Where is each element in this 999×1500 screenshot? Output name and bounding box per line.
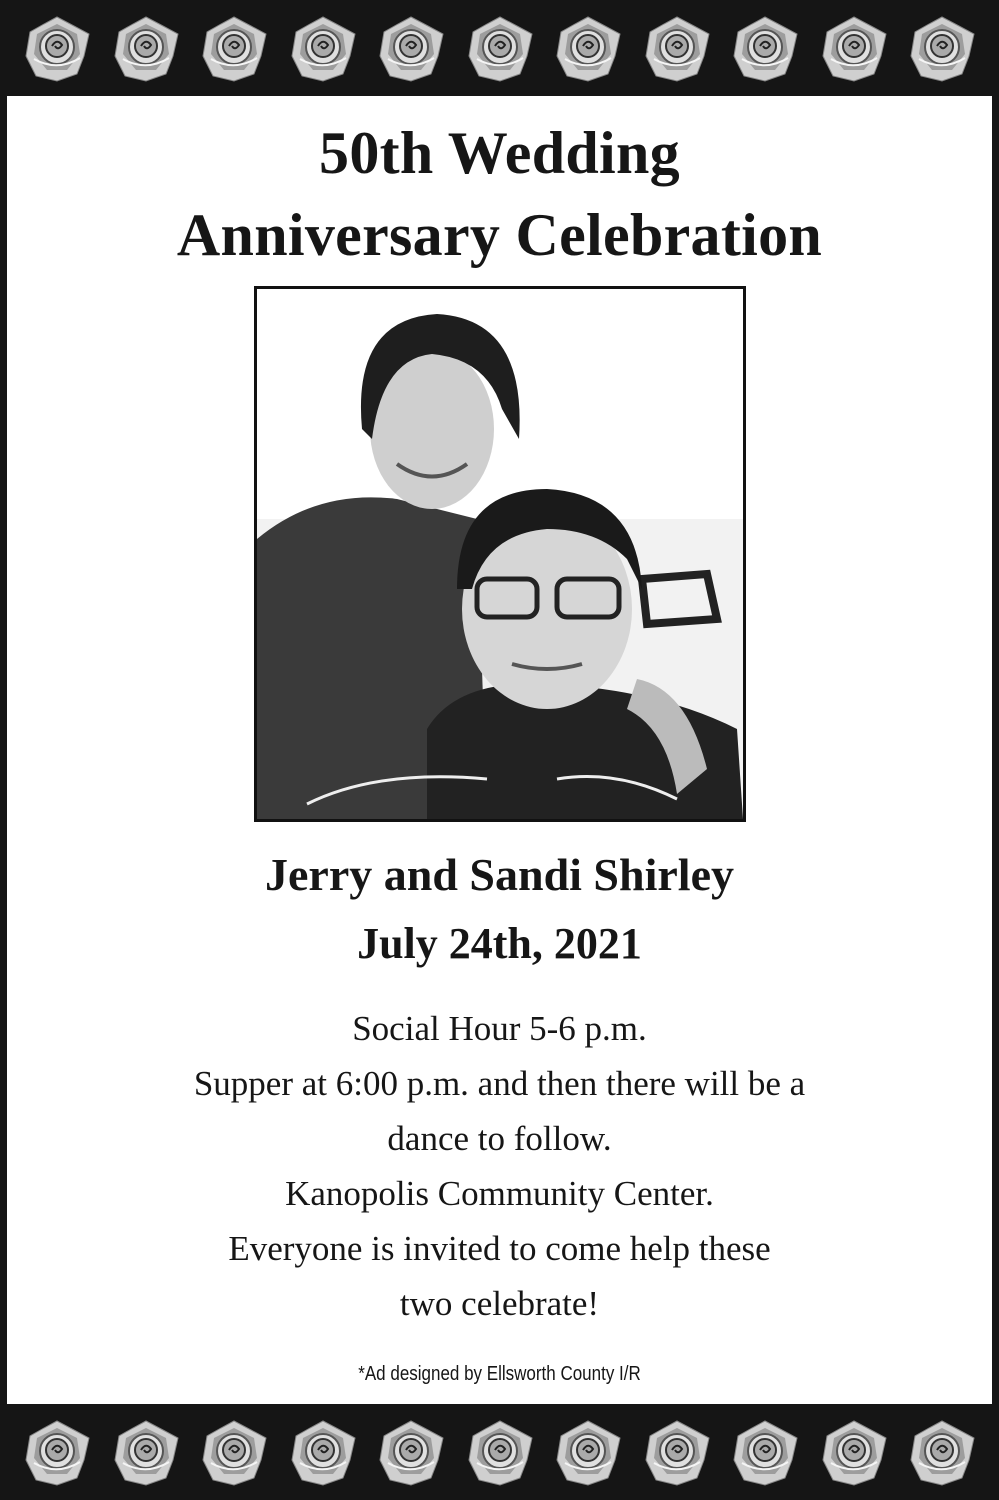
rose-icon [553,1418,623,1488]
rose-icon [22,14,92,84]
title-line-2: Anniversary Celebration [176,202,823,268]
couple-names: Jerry and Sandi Shirley [264,849,734,900]
rose-icon [907,14,977,84]
detail-line: Kanopolis Community Center. [285,1174,714,1213]
rose-icon [553,14,623,84]
title-line-1: 50th Wedding [319,120,680,186]
rose-icon [730,1418,800,1488]
rose-icon [819,14,889,84]
top-rose-border [0,0,999,96]
ad-title [7,112,992,276]
rose-icon [642,1418,712,1488]
rose-icon [642,14,712,84]
rose-icon [730,14,800,84]
rose-icon [199,1418,269,1488]
detail-line: Supper at 6:00 p.m. and then there will be a [193,1064,806,1103]
ad-panel [7,96,992,1404]
detail-line: Social Hour 5-6 p.m. [352,1009,647,1048]
rose-icon [465,1418,535,1488]
detail-line: two celebrate! [399,1284,600,1323]
detail-line: Everyone is invited to come help these [228,1229,771,1268]
rose-icon [22,1418,92,1488]
rose-icon [376,14,446,84]
rose-icon [819,1418,889,1488]
bottom-rose-border [0,1404,999,1500]
detail-line: dance to follow. [387,1119,612,1158]
rose-icon [111,1418,181,1488]
rose-icon [111,14,181,84]
rose-icon [199,14,269,84]
anniversary-date: July 24th, 2021 [357,919,642,968]
ad-credit: *Ad designed by Ellsworth County I/R [358,1363,641,1385]
rose-icon [907,1418,977,1488]
rose-icon [465,14,535,84]
couple-photo [254,286,746,822]
event-details [7,1001,992,1331]
rose-icon [288,14,358,84]
rose-icon [288,1418,358,1488]
rose-icon [376,1418,446,1488]
